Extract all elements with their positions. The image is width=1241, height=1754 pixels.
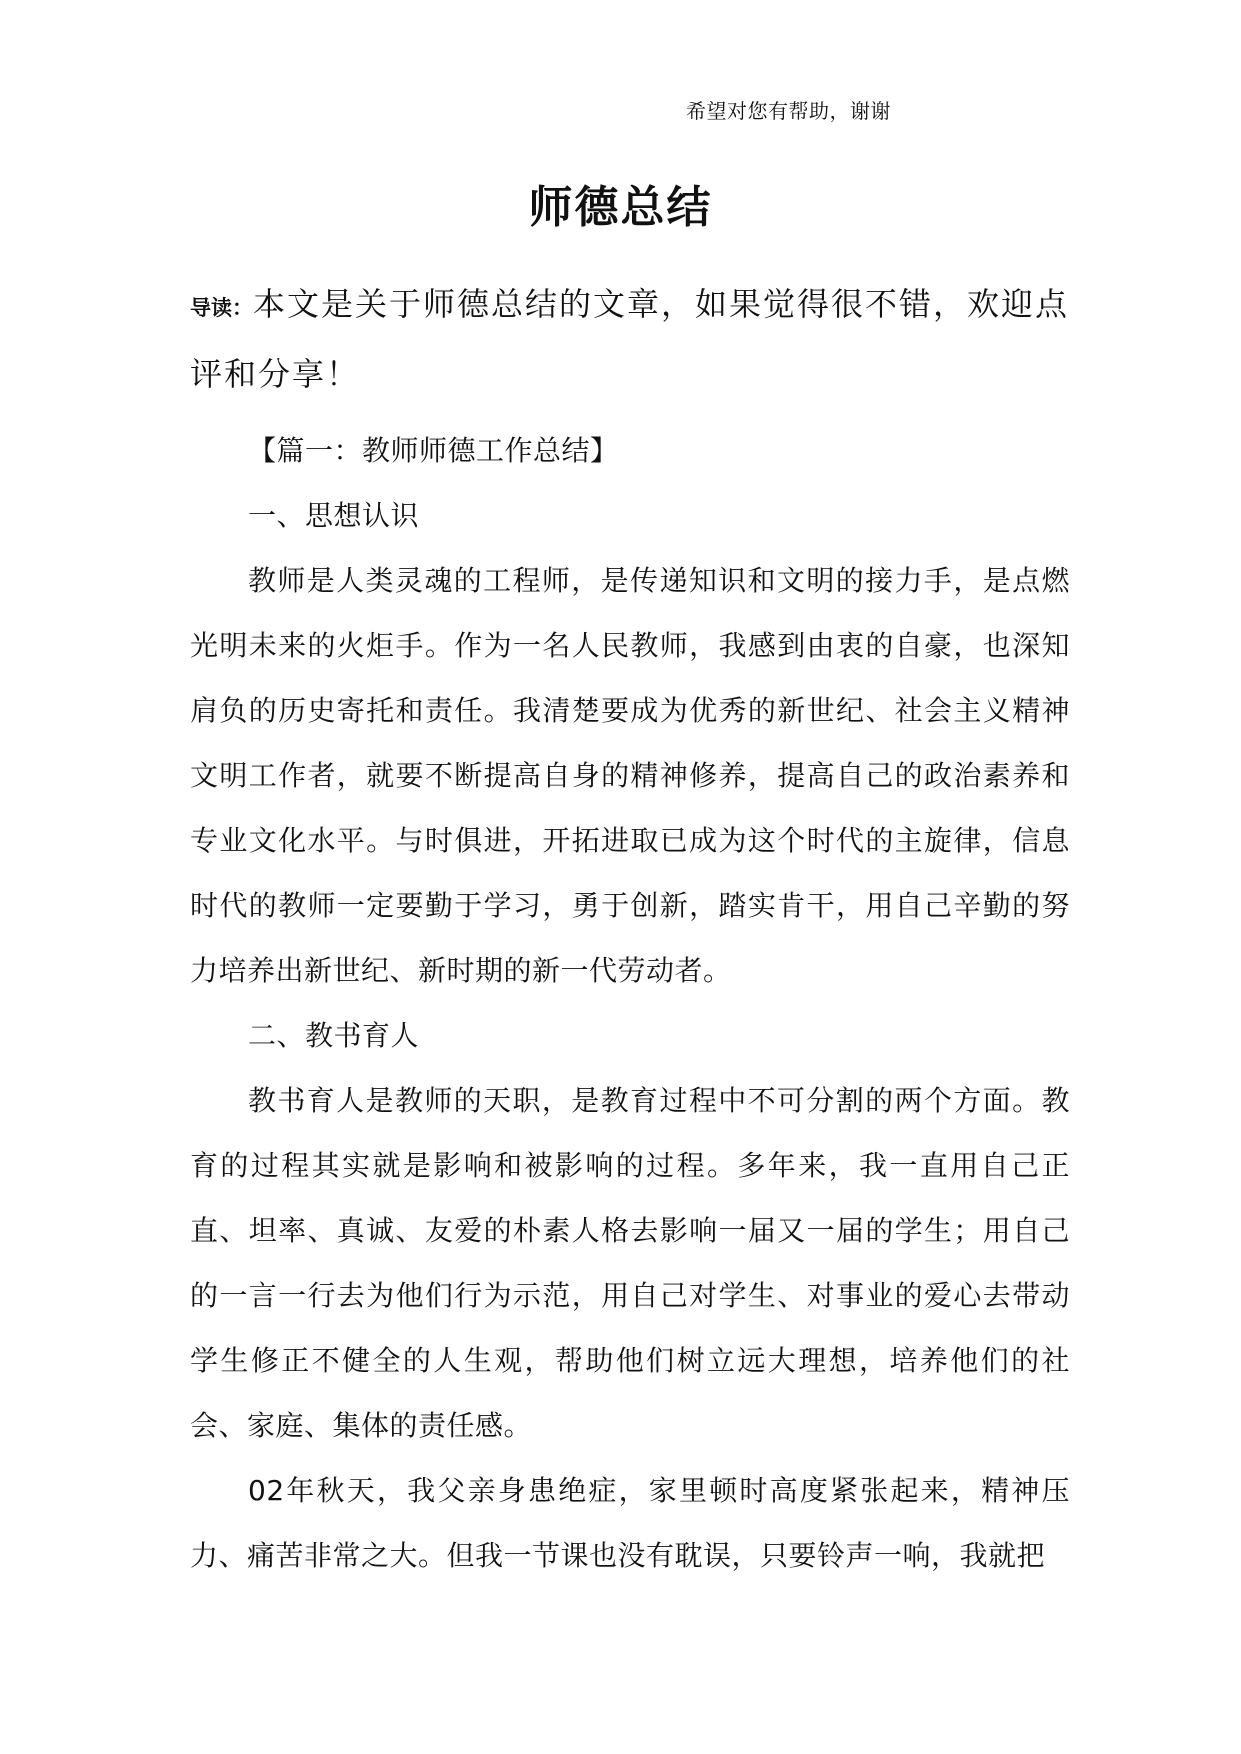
intro-text: 本文是关于师德总结的文章，如果觉得很不错，欢迎点评和分享！ <box>190 285 1070 393</box>
intro-label: 导读： <box>190 296 253 320</box>
header-note: 希望对您有帮助，谢谢 <box>686 99 891 123</box>
document-title: 师德总结 <box>528 182 713 233</box>
body-paragraph: 教书育人是教师的天职，是教育过程中不可分割的两个方面。教育的过程其实就是影响和被影响的过程。多年来，我一直用自己正直、坦率、真诚、友爱的朴素人格去影响一届又一届的学生；用自己的一言一行去为他们行为示范，用自己对学生、对事业的爱心去带动学生修正不健全的人生观，帮助他们树立远大理想，培养他们的社会、家庭、集体的责任感。 <box>190 1084 1070 1442</box>
body-paragraph: 教师是人类灵魂的工程师，是传递知识和文明的接力手，是点燃光明未来的火炬手。作为一名人民教师，我感到由衷的自豪，也深知肩负的历史寄托和责任。我清楚要成为优秀的新世纪、社会主义精神文明工作者，就要不断提高自身的精神修养，提高自己的政治素养和专业文化水平。与时俱进，开拓进取已成为这个时代的主旋律，信息时代的教师一定要勤于学习，勇于创新，踏实肯干，用自己辛勤的努力培养出新世纪、新时期的新一代劳动者。 <box>190 564 1070 987</box>
subheading-teaching: 二、教书育人 <box>248 1019 420 1052</box>
body-paragraph: 02年秋天，我父亲身患绝症，家里顿时高度紧张起来，精神压力、痛苦非常之大。但我一节课也没有耽误，只要铃声一响，我就把 <box>190 1474 1070 1572</box>
intro-paragraph <box>190 271 1070 407</box>
document-body <box>190 418 1070 1588</box>
subheading-ideology: 一、思想认识 <box>248 499 420 532</box>
section-heading-part-one: 【篇一：教师师德工作总结】 <box>248 434 619 467</box>
